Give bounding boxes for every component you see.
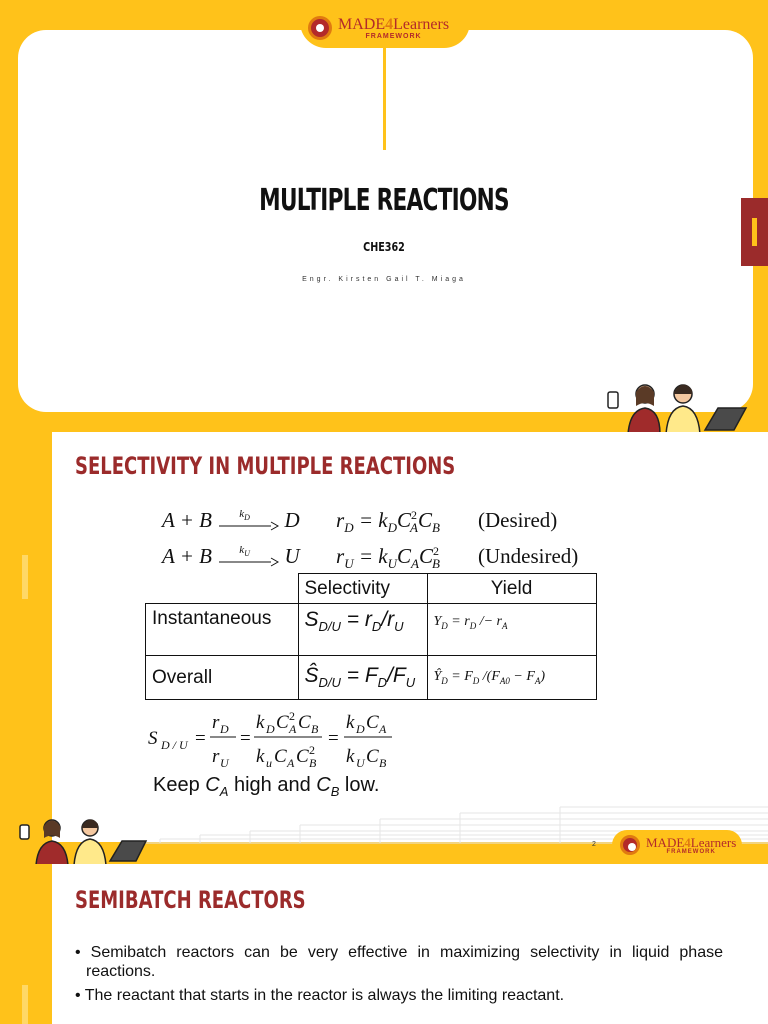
people-illustration-2 <box>18 815 148 865</box>
rate-undesired: $r_U = k_UC_AC^2_B$ <box>336 544 440 572</box>
svg-text:A: A <box>379 722 387 736</box>
svg-text:C: C <box>276 712 289 733</box>
yellow-stripe <box>22 555 28 599</box>
author: Engr. Kirsten Gail T. Miaga <box>302 276 466 283</box>
section-title: SELECTIVITY IN MULTIPLE REACTIONS <box>75 452 456 480</box>
logo-brand-2: MADE4Learners <box>646 834 737 850</box>
logo-brand: MADE4Learners <box>338 15 450 33</box>
gear-logo-icon <box>308 16 332 40</box>
svg-text:D: D <box>220 722 229 736</box>
svg-text:U: U <box>356 756 365 770</box>
svg-text:k: k <box>346 746 355 767</box>
svg-text:A: A <box>289 722 297 736</box>
svg-text:2: 2 <box>309 743 315 757</box>
svg-text:=: = <box>328 728 339 749</box>
svg-text:C: C <box>274 746 287 767</box>
laptop-icon <box>705 408 746 430</box>
bullet-item: • The reactant that starts in the reactor is always the limiting reactant. <box>75 987 565 1004</box>
instantaneous-yield: $Y_D = r_D /- r_A$ <box>427 604 596 656</box>
header-selectivity: Selectivity <box>298 574 427 604</box>
svg-text:D / U: D / U <box>161 738 188 752</box>
svg-text:D: D <box>266 722 275 736</box>
svg-text:k: k <box>256 746 265 767</box>
overall-yield: $Ŷ_D = F_D$ $/(F_{A0} - F_A)$ <box>427 656 596 700</box>
svg-text:U: U <box>220 756 229 770</box>
logo-top <box>300 8 470 48</box>
bullet-item: • Semibatch reactors can be very effective in maximizing selectivity in liquid phase reactions. <box>75 944 723 980</box>
rate-desired: $r_D = k_DC^2_AC_B$ <box>336 508 440 536</box>
divider-line <box>383 48 386 150</box>
svg-text:=: = <box>240 728 251 749</box>
svg-text:B: B <box>379 756 387 770</box>
svg-text:=: = <box>195 728 206 749</box>
svg-text:u: u <box>266 756 272 770</box>
row-overall: Overall <box>146 656 299 700</box>
svg-text:r: r <box>212 746 220 767</box>
reaction-desired: A + B $k_D$ D <box>162 508 300 532</box>
svg-text:C: C <box>366 712 379 733</box>
svg-text:r: r <box>212 712 220 733</box>
svg-text:k: k <box>256 712 265 733</box>
svg-text:k: k <box>346 712 355 733</box>
reaction-undesired: A + B $k_U$ U <box>162 544 300 568</box>
svg-text:A: A <box>287 756 295 770</box>
row-instantaneous: Instantaneous <box>146 604 299 656</box>
svg-text:S: S <box>148 728 158 749</box>
instantaneous-selectivity: $S_{D/U} = r_D/r_U$ <box>298 604 427 656</box>
svg-text:C: C <box>366 746 379 767</box>
selectivity-yield-table <box>145 573 597 700</box>
svg-text:C: C <box>298 712 311 733</box>
bullet-list <box>75 943 723 1010</box>
overall-selectivity: $Ŝ_{D/U} = F_D/F_U$ <box>298 656 427 700</box>
svg-text:B: B <box>311 722 319 736</box>
label-desired: (Desired) <box>478 508 558 532</box>
svg-text:B: B <box>309 756 317 770</box>
selectivity-equation <box>148 706 408 770</box>
label-undesired: (Undesired) <box>478 544 579 568</box>
logo-sub-2: FRAMEWORK <box>666 848 716 855</box>
svg-text:C: C <box>296 746 309 767</box>
svg-text:2: 2 <box>289 709 295 723</box>
phone-icon <box>608 392 618 408</box>
logo-sub: FRAMEWORK <box>365 32 422 40</box>
slide-number: 2 <box>592 841 596 848</box>
gear-logo-icon-2 <box>620 835 640 855</box>
section-title-3: SEMIBATCH REACTORS <box>75 886 306 914</box>
people-illustration <box>600 380 750 434</box>
course-code: CHE362 <box>363 240 405 254</box>
logo-bottom <box>612 830 742 860</box>
red-tab-decoration <box>741 198 768 266</box>
slide-title: MULTIPLE REACTIONS <box>259 183 509 218</box>
keep-note: Keep $C_A$ high and $C_B$ low. <box>153 774 380 799</box>
svg-text:D: D <box>356 722 365 736</box>
yellow-stripe-3 <box>22 985 28 1024</box>
header-yield: Yield <box>427 574 596 604</box>
